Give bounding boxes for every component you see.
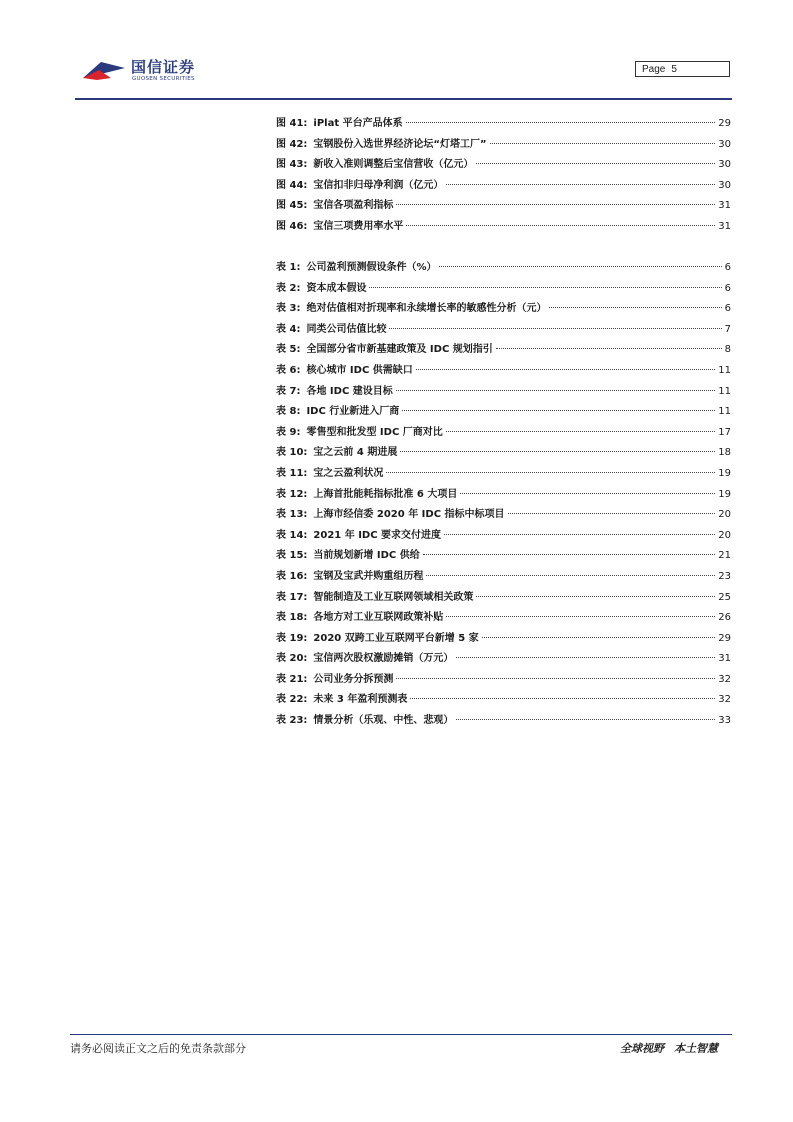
toc-row[interactable] <box>276 485 731 506</box>
toc-title: 未来 3 年盈利预测表 <box>313 694 408 706</box>
toc-label: 表 12: <box>276 488 308 500</box>
header-divider <box>75 98 732 100</box>
toc-row[interactable] <box>276 670 731 691</box>
leader-dots <box>389 328 721 329</box>
toc-row[interactable] <box>276 464 731 485</box>
toc-page: 25 <box>718 591 731 603</box>
toc-title: 宝信三项费用率水平 <box>313 220 404 232</box>
leader-dots <box>416 369 715 370</box>
toc-page: 6 <box>724 303 731 315</box>
company-slogan <box>620 1040 718 1056</box>
toc-title: 2021 年 IDC 要求交付进度 <box>313 529 442 541</box>
toc-label: 表 18: <box>276 612 308 624</box>
toc-label: 图 42: <box>276 138 308 150</box>
leader-dots <box>460 493 715 494</box>
toc-label: 表 2: <box>276 282 301 294</box>
toc-row[interactable] <box>276 505 731 526</box>
leader-dots <box>400 451 715 452</box>
toc-page: 29 <box>718 632 731 644</box>
toc-title: 智能制造及工业互联网领域相关政策 <box>313 591 474 603</box>
leader-dots <box>439 266 721 267</box>
toc-title: 宝钢股份入选世界经济论坛“灯塔工厂” <box>313 138 487 150</box>
toc-title: 宝之云前 4 期进展 <box>313 447 398 459</box>
toc-page: 21 <box>718 550 731 562</box>
toc-label: 表 13: <box>276 509 308 521</box>
toc-page: 20 <box>718 529 731 541</box>
toc-page: 30 <box>718 159 731 171</box>
toc-page: 20 <box>718 509 731 521</box>
leader-dots <box>396 390 715 391</box>
logo-chinese-name: 国信证券 <box>131 58 196 76</box>
toc-row[interactable] <box>276 423 731 444</box>
toc-label: 表 8: <box>276 406 301 418</box>
leader-dots <box>446 184 715 185</box>
toc-page: 7 <box>724 323 731 335</box>
toc-label: 表 17: <box>276 591 308 603</box>
page-indicator <box>635 61 730 77</box>
toc-label: 表 14: <box>276 529 308 541</box>
leader-dots <box>508 513 716 514</box>
leader-dots <box>402 410 715 411</box>
leader-dots <box>386 472 715 473</box>
toc-row[interactable] <box>276 402 731 423</box>
toc-row[interactable] <box>276 258 731 279</box>
toc-title: 核心城市 IDC 供需缺口 <box>306 364 413 376</box>
toc-page: 6 <box>724 282 731 294</box>
toc-page: 11 <box>718 385 731 397</box>
toc-label: 图 43: <box>276 159 308 171</box>
toc-label: 图 45: <box>276 200 308 212</box>
toc-page: 6 <box>724 262 731 273</box>
toc-title: iPlat 平台产品体系 <box>313 118 403 129</box>
toc-row[interactable] <box>276 526 731 547</box>
toc-title: 各地方对工业互联网政策补贴 <box>313 612 444 624</box>
disclaimer-note: 请务必阅读正文之后的免责条款部分 <box>70 1042 246 1055</box>
toc-title: 公司盈利预测假设条件（%） <box>306 262 437 273</box>
toc-page: 19 <box>718 488 731 500</box>
toc-title: 2020 双跨工业互联网平台新增 5 家 <box>313 632 479 644</box>
logo-english-name: GUOSEN SECURITIES <box>132 76 195 82</box>
toc-label: 表 15: <box>276 550 308 562</box>
toc-label: 表 9: <box>276 426 301 438</box>
toc-page: 11 <box>718 364 731 376</box>
leader-dots <box>410 698 715 699</box>
toc-label: 图 41: <box>276 118 308 129</box>
toc-label: 表 6: <box>276 364 301 376</box>
toc-title: 资本成本假设 <box>306 282 367 294</box>
toc-row[interactable] <box>276 649 731 670</box>
toc-page: 30 <box>718 179 731 191</box>
figure-index <box>276 114 731 238</box>
toc-label: 表 4: <box>276 323 301 335</box>
leader-dots <box>549 307 721 308</box>
toc-label: 表 21: <box>276 673 308 685</box>
toc-title: IDC 行业新进入厂商 <box>306 406 400 418</box>
table-index <box>276 258 731 732</box>
toc-label: 表 22: <box>276 694 308 706</box>
toc-label: 表 3: <box>276 303 301 315</box>
leader-dots <box>369 287 721 288</box>
toc-row[interactable] <box>276 299 731 320</box>
toc-row[interactable] <box>276 114 731 135</box>
leader-dots <box>406 122 716 123</box>
toc-row[interactable] <box>276 546 731 567</box>
leader-dots <box>396 678 715 679</box>
toc-page: 31 <box>718 220 731 232</box>
toc-title: 新收入准则调整后宝信营收（亿元） <box>313 159 474 171</box>
toc-page: 19 <box>718 467 731 479</box>
toc-page: 31 <box>718 653 731 665</box>
toc-label: 图 46: <box>276 220 308 232</box>
toc-title: 同类公司估值比较 <box>306 323 387 335</box>
toc-title: 各地 IDC 建设目标 <box>306 385 393 397</box>
toc-page: 11 <box>718 406 731 418</box>
toc-row[interactable] <box>276 588 731 609</box>
toc-title: 绝对估值相对折现率和永续增长率的敏感性分析（元） <box>306 303 547 315</box>
toc-row[interactable] <box>276 176 731 197</box>
toc-row[interactable] <box>276 155 731 176</box>
toc-page: 31 <box>718 200 731 212</box>
toc-title: 宝信两次股权激励摊销（万元） <box>313 653 454 665</box>
toc-page: 32 <box>718 673 731 685</box>
leader-dots <box>396 204 715 205</box>
toc-title: 宝信扣非归母净利润（亿元） <box>313 179 444 191</box>
toc-label: 表 1: <box>276 262 301 273</box>
page-label: Page <box>642 64 666 75</box>
toc-page: 29 <box>718 118 731 129</box>
leader-dots <box>426 575 715 576</box>
toc-title: 宝之云盈利状况 <box>313 467 384 479</box>
toc-label: 表 16: <box>276 570 308 582</box>
toc-row[interactable] <box>276 217 731 238</box>
leader-dots <box>496 348 722 349</box>
leader-dots <box>456 657 715 658</box>
slogan-part: 全球视野 <box>620 1042 664 1055</box>
toc-page: 17 <box>718 426 731 438</box>
toc-label: 表 23: <box>276 715 308 727</box>
toc-page: 26 <box>718 612 731 624</box>
toc-title: 全国部分省市新基建政策及 IDC 规划指引 <box>306 344 493 356</box>
toc-row[interactable] <box>276 690 731 711</box>
toc-row[interactable] <box>276 608 731 629</box>
guosen-logo <box>81 56 211 86</box>
toc-title: 宝钢及宝武并购重组历程 <box>313 570 424 582</box>
toc-label: 表 5: <box>276 344 301 356</box>
toc-label: 表 19: <box>276 632 308 644</box>
toc-row[interactable] <box>276 279 731 300</box>
toc-title: 上海首批能耗指标批准 6 大项目 <box>313 488 458 500</box>
footer-divider <box>70 1034 732 1035</box>
toc-row[interactable] <box>276 711 731 732</box>
toc-row[interactable] <box>276 196 731 217</box>
toc-row[interactable] <box>276 135 731 156</box>
toc-page: 33 <box>718 715 731 727</box>
leader-dots <box>446 431 715 432</box>
toc-title: 宝信各项盈利指标 <box>313 200 394 212</box>
leader-dots <box>444 534 715 535</box>
toc-row[interactable] <box>276 629 731 650</box>
leader-dots <box>406 225 715 226</box>
toc-title: 当前规划新增 IDC 供给 <box>313 550 420 562</box>
slogan-part: 本土智慧 <box>674 1042 718 1055</box>
leader-dots <box>446 616 715 617</box>
toc-label: 图 44: <box>276 179 308 191</box>
toc-row[interactable] <box>276 361 731 382</box>
toc-row[interactable] <box>276 320 731 341</box>
leader-dots <box>476 596 715 597</box>
toc-page: 30 <box>718 138 731 150</box>
toc-label: 表 20: <box>276 653 308 665</box>
toc-label: 表 11: <box>276 467 308 479</box>
toc-page: 18 <box>718 447 731 459</box>
leader-dots <box>482 637 716 638</box>
toc-title: 公司业务分拆预测 <box>313 673 394 685</box>
toc-title: 零售型和批发型 IDC 厂商对比 <box>306 426 443 438</box>
leader-dots <box>423 554 716 555</box>
toc-row[interactable] <box>276 382 731 403</box>
toc-label: 表 10: <box>276 447 308 459</box>
page-number: 5 <box>671 64 677 75</box>
toc-title: 上海市经信委 2020 年 IDC 指标中标项目 <box>313 509 505 521</box>
leader-dots <box>490 143 716 144</box>
toc-page: 32 <box>718 694 731 706</box>
toc-label: 表 7: <box>276 385 301 397</box>
toc-page: 23 <box>718 570 731 582</box>
toc-row[interactable] <box>276 340 731 361</box>
toc-title: 情景分析（乐观、中性、悲观） <box>313 715 454 727</box>
guosen-logo-icon <box>81 58 127 82</box>
toc-page: 8 <box>724 344 731 356</box>
toc-row[interactable] <box>276 567 731 588</box>
leader-dots <box>456 719 715 720</box>
leader-dots <box>476 163 715 164</box>
toc-row[interactable] <box>276 443 731 464</box>
